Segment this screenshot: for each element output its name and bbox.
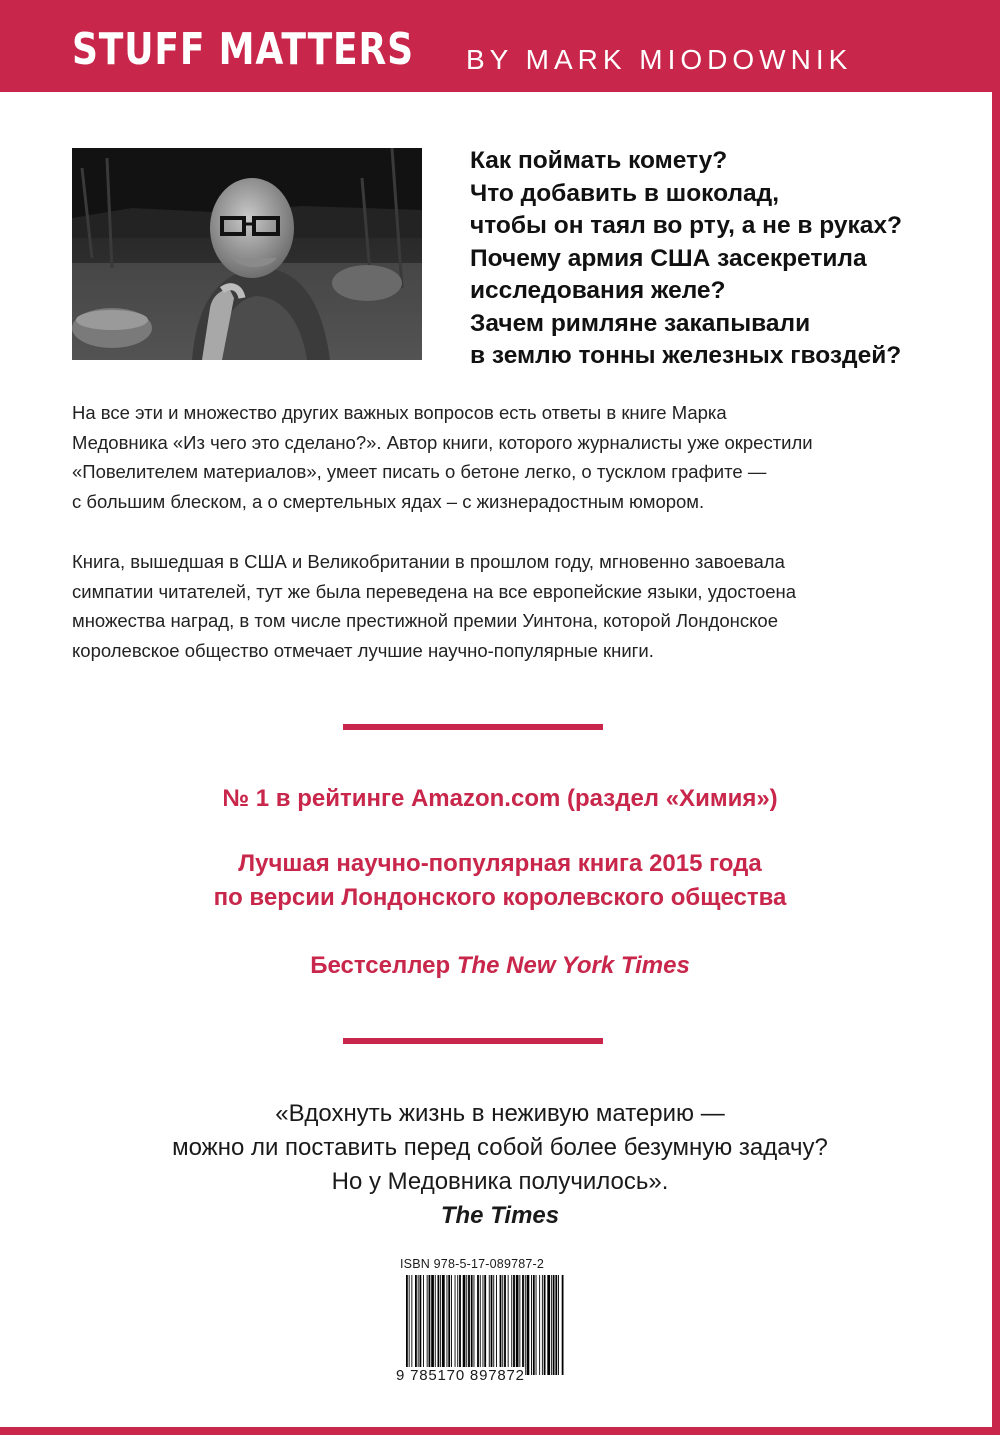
barcode-bar [420,1275,422,1375]
barcode-bar [491,1275,493,1375]
barcode-bar [440,1275,441,1375]
barcode-bar [438,1275,440,1375]
barcode-bar [463,1275,466,1375]
series-title: STUFF MATTERS [72,24,414,75]
quote-line: можно ли поставить перед собой более безумную задачу? [172,1134,828,1161]
barcode-bar [423,1275,424,1375]
barcode-bar [474,1275,475,1375]
quote-source: The Times [440,1202,560,1229]
barcode-digits: 9 785170 897872 [396,1367,525,1384]
question-line: чтобы он таял во рту, а не в руках? [470,212,903,239]
questions-list [470,145,970,373]
barcode-bar [551,1275,552,1375]
paragraph-line: Книга, вышедшая в США и Великобритании в прошлом году, мгновенно завоевала [72,551,785,572]
barcode-bar [471,1275,473,1375]
barcode-bar [547,1275,550,1375]
barcode-bar [448,1275,450,1375]
barcode-bar [493,1275,494,1375]
paragraph-line: симпатии читателей, тут же была переведена на все европейские языки, удостоена [72,580,797,602]
author-line: BY MARK MIODOWNIK [466,44,853,75]
barcode-bar [502,1275,503,1375]
bestseller-title: The New York Times [456,952,690,979]
description-paragraph-2 [72,547,932,665]
barcode-bar [429,1275,431,1375]
barcode-bar [500,1275,502,1375]
barcode-bar [480,1275,481,1375]
question-line: в землю тонны железных гвоздей? [470,342,902,369]
paragraph-line: множества наград, в том числе престижной премии Уинтона, которой Лондонское [72,610,778,631]
barcode-bar [496,1275,497,1375]
question-line: исследования желе? [470,277,726,304]
question-line: Как поймать комету? [470,147,728,174]
barcode-bar [455,1275,456,1375]
barcode-bar [466,1275,467,1375]
barcode-bar [516,1275,519,1375]
barcode-bar [525,1275,526,1375]
quote-line: Но у Медовника получилось». [331,1168,669,1195]
barcode-bar [519,1275,520,1375]
barcode-bar [511,1275,512,1375]
paragraph-line: Медовника «Из чего это сделано?». Автор книги, которого журналисты уже окрестили [72,431,813,453]
barcode-bar [539,1275,540,1375]
question-line: Что добавить в шоколад, [470,179,780,207]
barcode-bar [442,1275,445,1375]
barcode-bar [489,1275,490,1375]
isbn-text: ISBN 978-5-17-089787-2 [400,1257,545,1271]
question-line: Зачем римляне закапывали [470,309,811,337]
barcode-bar [447,1275,448,1375]
barcode-bar [527,1275,530,1375]
divider-bottom [343,1038,603,1044]
barcode-bar [435,1275,436,1375]
barcode-bar [483,1275,484,1375]
header-bar [0,0,1000,92]
accolade-bestseller [0,949,1000,983]
barcode-bar [484,1275,486,1375]
divider-top [343,724,603,730]
barcode-bar [409,1275,410,1375]
barcode-bar [451,1275,452,1375]
barcode-bar [418,1275,419,1375]
paragraph-line: На все эти и множество других важных вопросов есть ответы в книге Марка [72,402,727,423]
barcode-bar [477,1275,479,1375]
barcode-bar [544,1275,546,1375]
barcode-bar [459,1275,461,1375]
paragraph-line: «Повелителем материалов», умеет писать о бетоне легко, о тусклом графите — [72,461,767,482]
barcode-bar [431,1275,434,1375]
accolade-ranking-text: № 1 в рейтинге Amazon.com (раздел «Химия») [222,785,778,812]
barcode-bar [555,1275,557,1375]
description-paragraph-1 [72,398,932,516]
author-photo [72,148,422,360]
barcode-bar [427,1275,428,1375]
barcode-bar [468,1275,470,1375]
bestseller-prefix: Бестселлер [310,952,457,979]
paragraph-line: с большим блеском, а о смертельных ядах – с жизнерадостным юмором. [72,490,705,512]
accolade-ranking [0,782,1000,816]
barcode-bar [558,1275,559,1375]
quote-line: «Вдохнуть жизнь в неживую материю — [275,1100,725,1127]
barcode-bar [406,1275,408,1375]
question-line: Почему армия США засекретила [470,244,867,272]
paragraph-line: королевское общество отмечает лучшие научно-популярные книги. [72,639,654,661]
barcode-bar [522,1275,524,1375]
accolade-best-book [0,847,1000,915]
barcode-bar [457,1275,458,1375]
barcode-bar [508,1275,509,1375]
barcode-bar [504,1275,506,1375]
accolade-best-book-line-2: по версии Лондонского королевского общества [213,884,787,911]
barcode-bar [536,1275,537,1375]
barcode-bar [415,1275,417,1375]
barcode [396,1257,568,1387]
barcode-bar [531,1275,532,1375]
barcode-bar [553,1275,555,1375]
barcode-bar [533,1275,535,1375]
barcode-bar [542,1275,543,1375]
barcode-bar [411,1275,412,1375]
review-quote [0,1097,1000,1233]
accolade-best-book-line-1: Лучшая научно-популярная книга 2015 года [238,850,762,877]
barcode-bar [513,1275,515,1375]
barcode-bar [562,1275,564,1375]
